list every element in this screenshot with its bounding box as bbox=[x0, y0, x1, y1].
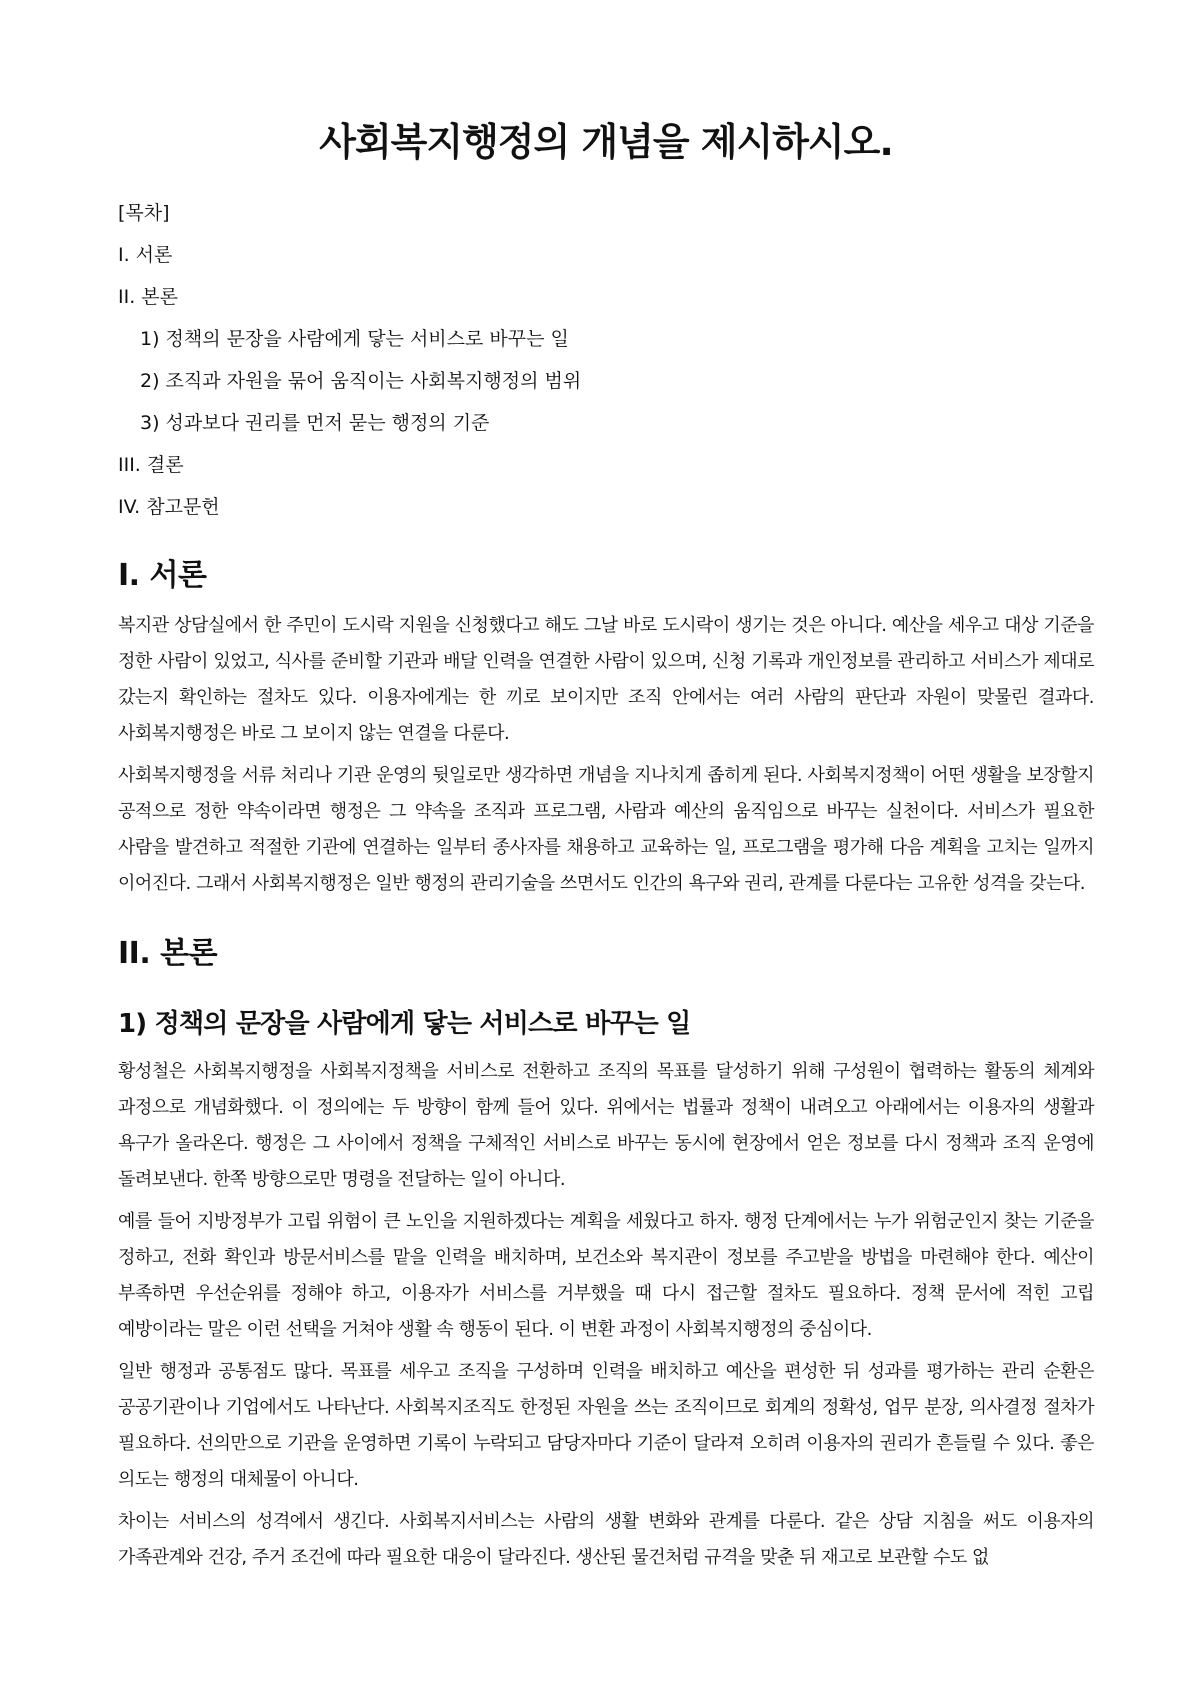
toc-item-references: IV. 참고문헌 bbox=[118, 496, 220, 518]
paragraph: 일반 행정과 공통점도 많다. 목표를 세우고 조직을 구성하며 인력을 배치하고 예산을 편성한 뒤 성과를 평가하는 관리 순환은 공공기관이나 기업에서도 나타난다. 사회복지조직도 한정된 자원을 쓰는 조직이므로 회계의 정확성, 업무 분장, 의사결정 절차가 필요하다. 선의만으로 기관을 운영하면 기록이 누락되고 담당자마다 기준이 달라져 오히려 이용자의 권리가 흔들릴 수 있다. 좋은 의도는 행정의 대체물이 아니다. bbox=[118, 1361, 1094, 1490]
toc-item-body: II. 본론 bbox=[118, 286, 178, 308]
toc-item-body-section-3: 3) 성과보다 권리를 먼저 묻는 행정의 기준 bbox=[140, 412, 490, 434]
subsection-heading-1: 1) 정책의 문장을 사람에게 닿는 서비스로 바꾸는 일 bbox=[118, 1009, 691, 1039]
document-title: 사회복지행정의 개념을 제시하시오. bbox=[319, 120, 893, 164]
toc-item-body-section-1: 1) 정책의 문장을 사람에게 닿는 서비스로 바꾸는 일 bbox=[140, 328, 569, 350]
paragraph: 복지관 상담실에서 한 주민이 도시락 지원을 신청했다고 해도 그날 바로 도시락이 생기는 것은 아니다. 예산을 세우고 대상 기준을 정한 사람이 있었고, 식사를 준비할 기관과 배달 인력을 연결한 사람이 있으며, 신청 기록과 개인정보를 관리하고 서비스가 제대로 갔는지 확인하는 절차도 있다. 이용자에게는 한 끼로 보이지만 조직 안에서는 여러 사람의 판단과 자원이 맞물린 결과다. 사회복지행정은 바로 그 보이지 않는 연결을 다룬다. bbox=[118, 615, 1094, 744]
toc-item-body-section-2: 2) 조직과 자원을 묶어 움직이는 사회복지행정의 범위 bbox=[140, 370, 582, 392]
paragraph: 차이는 서비스의 성격에서 생긴다. 사회복지서비스는 사람의 생활 변화와 관계를 다룬다. 같은 상담 지침을 써도 이용자의 가족관계와 건강, 주거 조건에 따라 필요한 대응이 달라진다. 생산된 물건처럼 규격을 맞춘 뒤 재고로 보관할 수도 없 bbox=[118, 1511, 1094, 1568]
section-heading-introduction: I. 서론 bbox=[118, 558, 207, 593]
table-of-contents bbox=[118, 192, 1094, 528]
toc-item-conclusion: III. 결론 bbox=[118, 454, 184, 476]
toc-heading: [목차] bbox=[118, 202, 170, 224]
section-heading-body: II. 본론 bbox=[118, 936, 218, 971]
paragraph: 예를 들어 지방정부가 고립 위험이 큰 노인을 지원하겠다는 계획을 세웠다고 하자. 행정 단계에서는 누가 위험군인지 찾는 기준을 정하고, 전화 확인과 방문서비스를 맡을 인력을 배치하며, 보건소와 복지관이 정보를 주고받을 방법을 마련해야 한다. 예산이 부족하면 우선순위를 정해야 하고, 이용자가 서비스를 거부했을 때 다시 접근할 절차도 필요하다. 정책 문서에 적힌 고립 예방이라는 말은 이런 선택을 거쳐야 생활 속 행동이 된다. 이 변환 과정이 사회복지행정의 중심이다. bbox=[118, 1211, 1094, 1340]
paragraph: 황성철은 사회복지행정을 사회복지정책을 서비스로 전환하고 조직의 목표를 달성하기 위해 구성원이 협력하는 활동의 체계와 과정으로 개념화했다. 이 정의에는 두 방향이 함께 들어 있다. 위에서는 법률과 정책이 내려오고 아래에서는 이용자의 생활과 욕구가 올라온다. 행정은 그 사이에서 정책을 구체적인 서비스로 바꾸는 동시에 현장에서 얻은 정보를 다시 정책과 조직 운영에 돌려보낸다. 한쪽 방향으로만 명령을 전달하는 일이 아니다. bbox=[118, 1061, 1094, 1190]
paragraph: 사회복지행정을 서류 처리나 기관 운영의 뒷일로만 생각하면 개념을 지나치게 좁히게 된다. 사회복지정책이 어떤 생활을 보장할지 공적으로 정한 약속이라면 행정은 그 약속을 조직과 프로그램, 사람과 예산의 움직임으로 바꾸는 실천이다. 서비스가 필요한 사람을 발견하고 적절한 기관에 연결하는 일부터 종사자를 채용하고 교육하는 일, 프로그램을 평가해 다음 계획을 고치는 일까지 이어진다. 그래서 사회복지행정은 일반 행정의 관리기술을 쓰면서도 인간의 욕구와 권리, 관계를 다룬다는 고유한 성격을 갖는다. bbox=[118, 765, 1094, 894]
toc-item-introduction: I. 서론 bbox=[118, 244, 173, 266]
